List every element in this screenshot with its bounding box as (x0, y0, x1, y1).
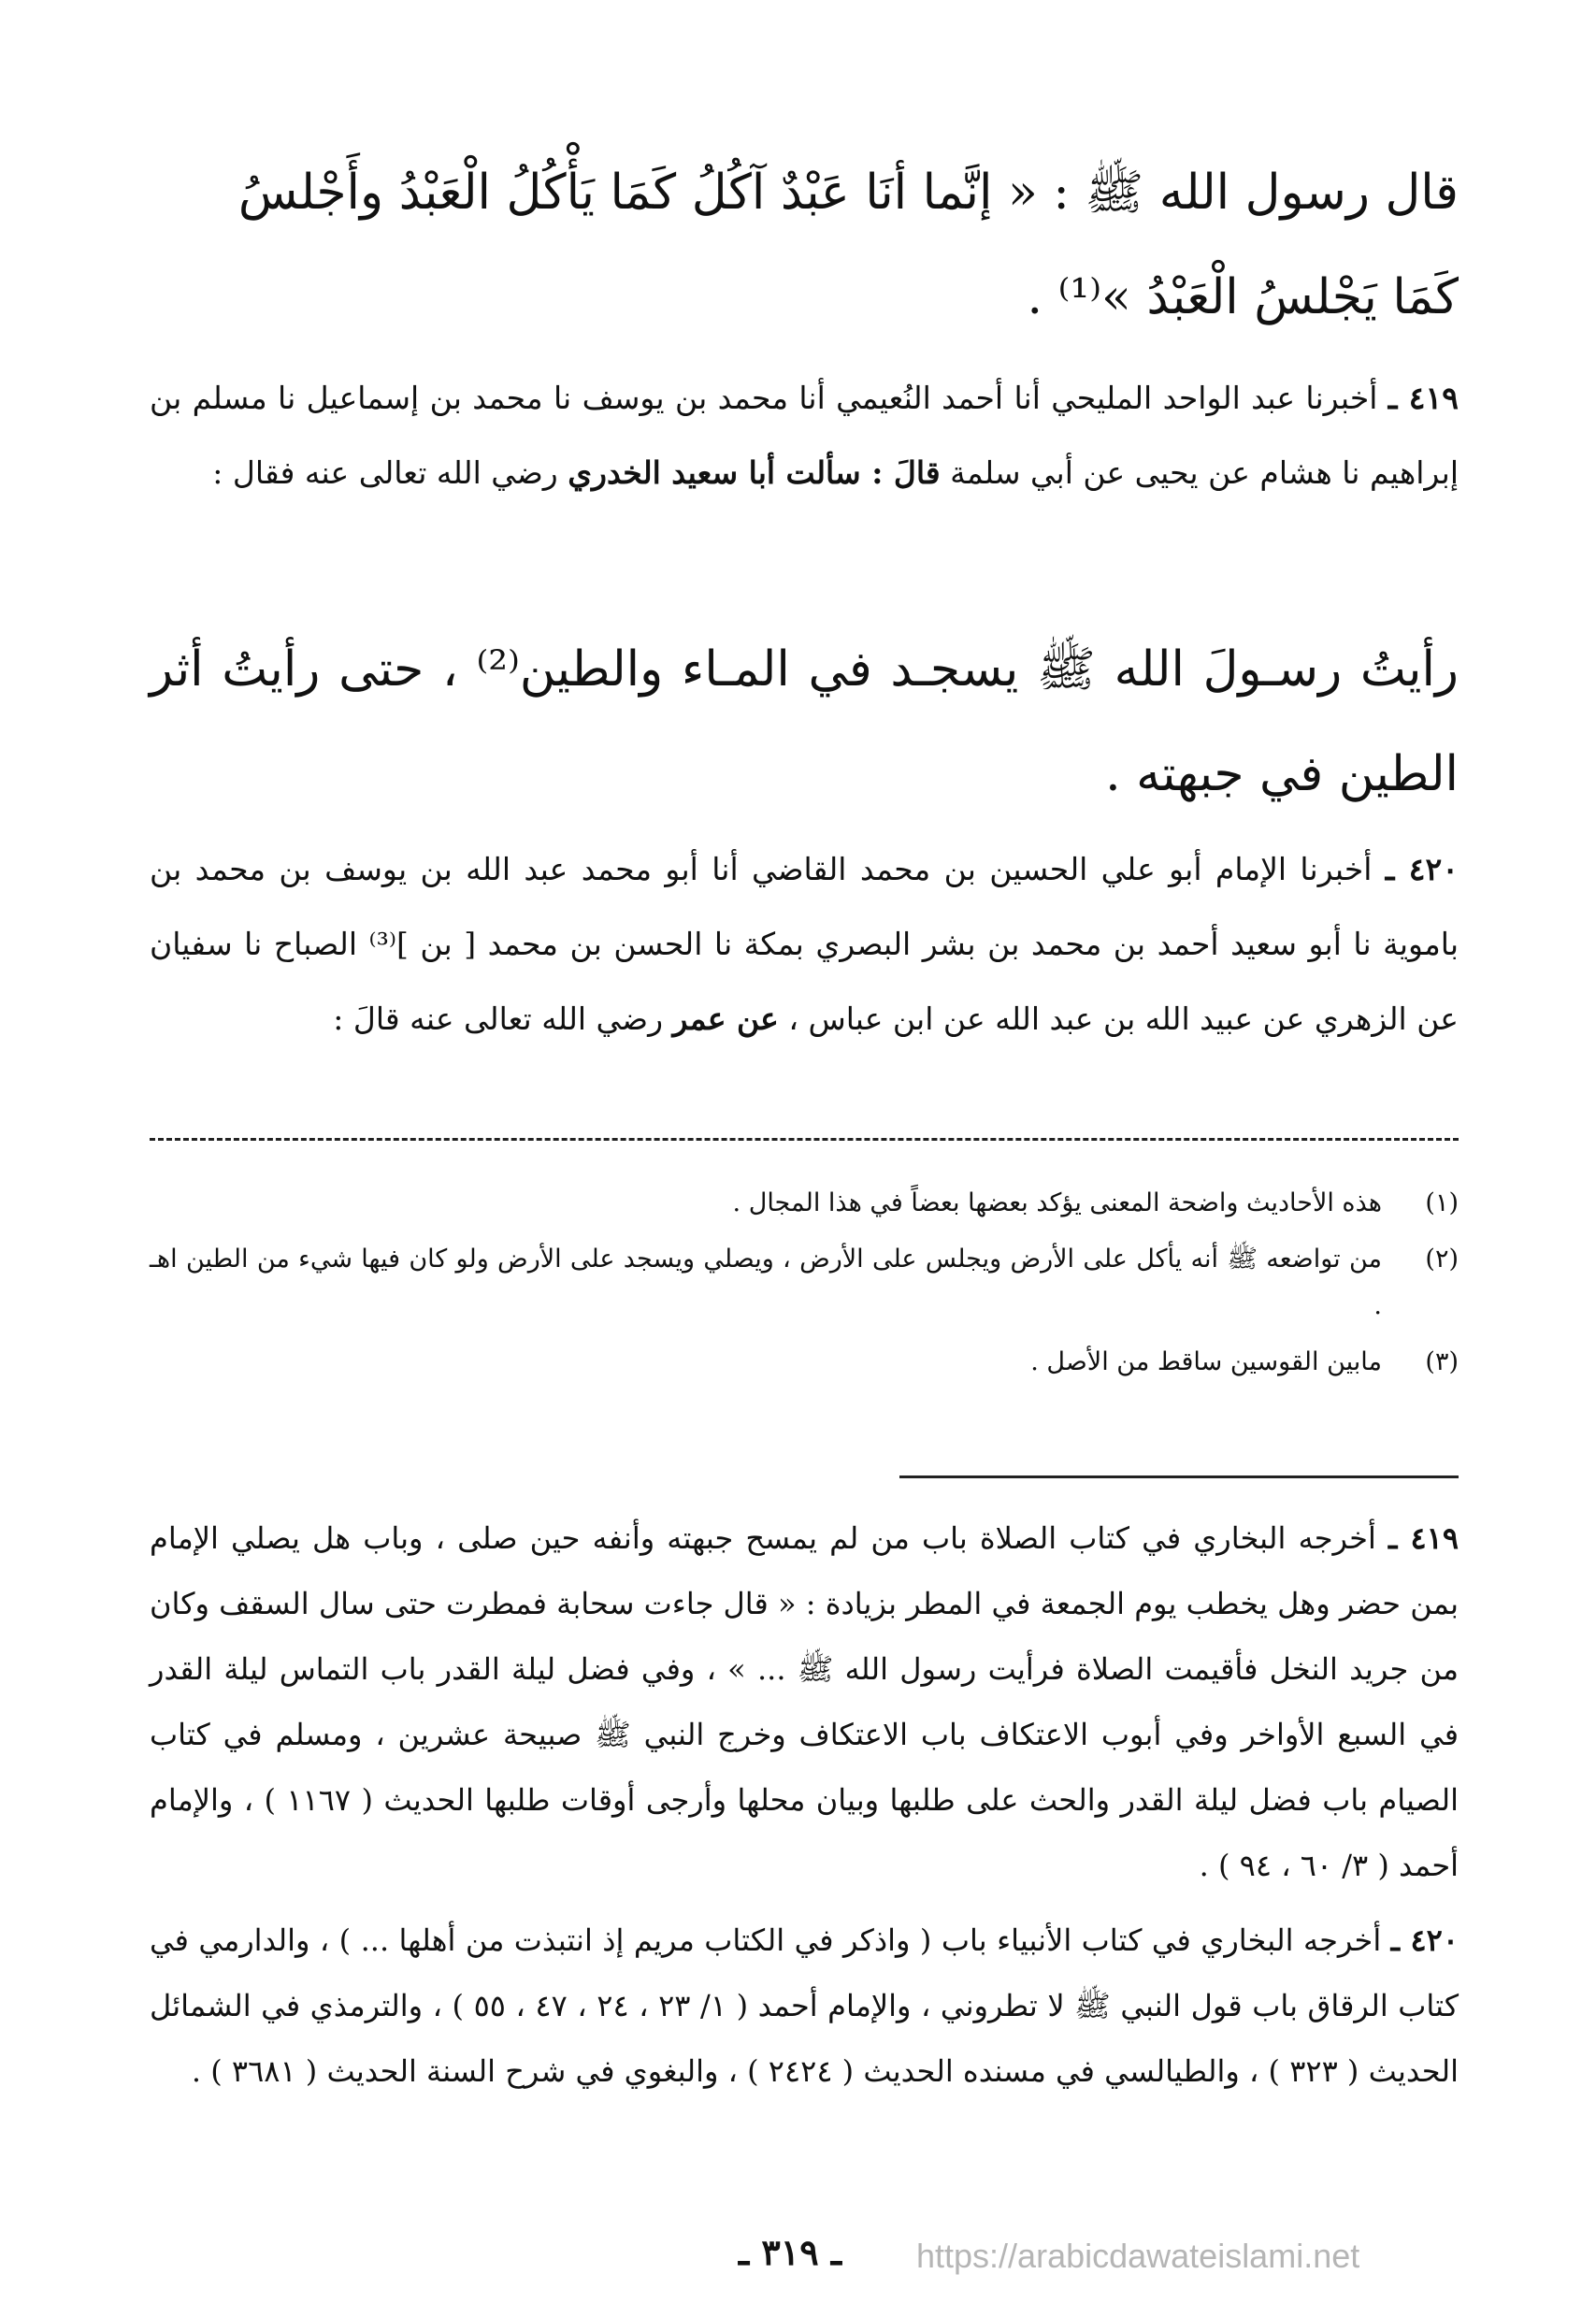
footnote-number: (٢) (1425, 1245, 1459, 1274)
hadith-number: ٤١٩ ـ (1388, 380, 1459, 416)
footnote-1 (150, 1180, 1459, 1227)
takhrij-419 (150, 1505, 1459, 1898)
hadith-line-1: قال رسول الله ﷺ : « إنَّما أنَا عَبْدٌ آكُلُ كَمَا يَأْكُلُ الْعَبْدُ وأَجْلسُ (237, 165, 1459, 221)
isnad-text: أخبرنا الإمام أبو علي الحسين بن محمد القاضي أنا أبو محمد عبد الله بن يوسف بن محمد بن باموية نا أبو سعيد أحمد بن محمد بن بشر البصري بمكة نا الحسن بن محمد [ بن ]⁽³⁾ الصباح نا سفيان عن الزهري عن عبيد الله بن عبد الله عن ابن عباس ، (150, 851, 1459, 1037)
isnad-bold-text: عن عمر (672, 1000, 779, 1037)
isnad-text-end: رضي الله تعالى عنه قالَ : (333, 1000, 664, 1037)
takhrij-paragraph (150, 1505, 1459, 1898)
footnote-text: من تواضعه ﷺ أنه يأكل على الأرض ويجلس على الأرض ، ويصلي ويسجد على الأرض ولو كان فيها شيء من الطين اهـ . (150, 1245, 1382, 1320)
hadith-419-paragraph (150, 361, 1459, 511)
footnote-number: (٣) (1425, 1347, 1459, 1376)
takhrij-separator (899, 1475, 1459, 1478)
footnote-text: مابين القوسين ساقط من الأصل . (1030, 1347, 1382, 1376)
takhrij-number: ٤٢٠ ـ (1390, 1922, 1459, 1958)
footnote-number: (١) (1425, 1188, 1459, 1217)
footnote-separator (150, 1138, 1459, 1141)
isnad-text: أخبرنا عبد الواحد المليحي أنا أحمد النُعيمي أنا محمد بن يوسف نا محمد بن إسماعيل نا مسلم بن إبراهيم نا هشام عن يحيى عن أبي سلمة (150, 380, 1459, 491)
footnote-2 (150, 1236, 1459, 1330)
isnad-bold-text: قالَ : سألت أبا سعيد الخدري (568, 454, 941, 491)
footnote-3 (150, 1339, 1459, 1386)
takhrij-420 (150, 1907, 1459, 2104)
takhrij-paragraph (150, 1907, 1459, 2104)
takhrij-text: أخرجه البخاري في كتاب الصلاة باب من لم يمسح جبهته وأنفه حين صلى ، وباب هل يصلي الإمام بمن حضر وهل يخطب يوم الجمعة في المطر بزيادة : « قال جاءت سحابة فمطرت حتى سال السقف وكان من جريد النخل فأقيمت الصلاة فرأيت رسول الله ﷺ ... » ، وفي فضل ليلة القدر باب التماس ليلة القدر في السبع الأواخر وفي أبوب الاعتكاف باب الاعتكاف وخرج النبي ﷺ صبيحة عشرين ، ومسلم في كتاب الصيام باب فضل ليلة القدر والحث على طلبها وبيان محلها وأرجى أوقات طلبها الحديث ( ١١٦٧ ) ، والإمام أحمد ( ٣/ ٦٠ ، ٩٤ ) . (150, 1520, 1459, 1883)
isnad-text-end: رضي الله تعالى عنه فقال : (212, 454, 558, 491)
hadith-420-isnad (150, 832, 1459, 1057)
watermark-url: https://arabicdawateislami.net (916, 2237, 1360, 2275)
matn-text: رأيتُ رسـولَ الله ﷺ يسجـد في المـاء والطين⁽²⁾ ، حتى رأيتُ أثر الطين في جبهته . (150, 641, 1459, 802)
hadith-419-isnad (150, 361, 1459, 511)
hadith-419-matn (150, 617, 1459, 827)
footnotes (150, 1180, 1459, 1386)
page-number: ـ ٣١٩ ـ (739, 2231, 841, 2273)
hadith-continuation (150, 140, 1459, 350)
hadith-number: ٤٢٠ ـ (1385, 851, 1459, 887)
takhrij-text: أخرجه البخاري في كتاب الأنبياء باب ( واذكر في الكتاب مريم إذ انتبذت من أهلها ... ) ، والدارمي في كتاب الرقاق باب قول النبي ﷺ لا تطروني ، والإمام أحمد ( ١/ ٢٣ ، ٢٤ ، ٤٧ ، ٥٥ ) ، والترمذي في الشمائل الحديث ( ٣٢٣ ) ، والطيالسي في مسنده الحديث ( ٢٤٢٤ ) ، والبغوي في شرح السنة الحديث ( ٣٦٨١ ) . (150, 1922, 1459, 2089)
hadith-420-paragraph (150, 832, 1459, 1057)
footnote-text: هذه الأحاديث واضحة المعنى يؤكد بعضها بعضاً في هذا المجال . (732, 1188, 1382, 1217)
takhrij-number: ٤١٩ ـ (1388, 1520, 1459, 1556)
hadith-line-2: كَمَا يَجْلسُ الْعَبْدُ »⁽¹⁾ . (1027, 269, 1459, 325)
